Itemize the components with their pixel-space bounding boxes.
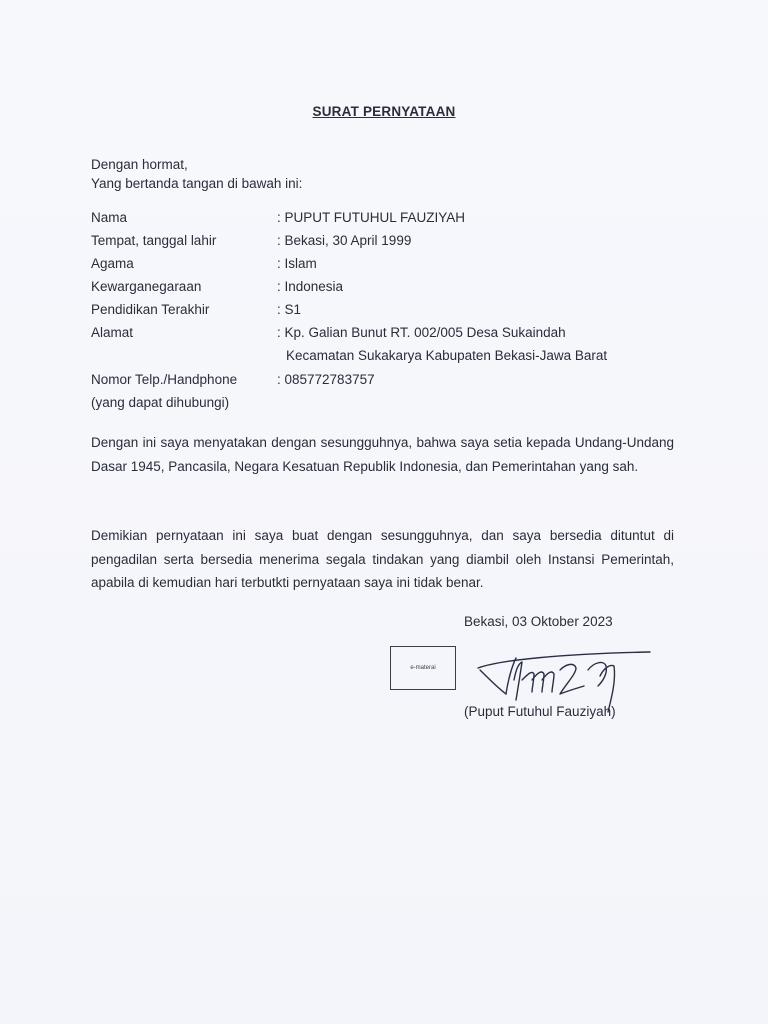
- field-label-alamat: Alamat: [91, 325, 134, 340]
- field-value-alamat: : Kp. Galian Bunut RT. 002/005 Desa Sukaindah: [277, 325, 566, 340]
- greeting-text: Dengan hormat,: [91, 157, 188, 172]
- field-value-agama: : Islam: [277, 256, 317, 271]
- field-label-ttl: Tempat, tanggal lahir: [91, 233, 217, 248]
- e-materai-label: e-materai: [410, 665, 436, 671]
- field-label-pendidikan: Pendidikan Terakhir: [91, 302, 210, 317]
- field-label-nama: Nama: [91, 210, 128, 225]
- e-materai-box: [390, 646, 456, 690]
- field-value-ttl: : Bekasi, 30 April 1999: [277, 233, 412, 248]
- place-date: Bekasi, 03 Oktober 2023: [464, 614, 613, 629]
- field-label-agama: Agama: [91, 256, 134, 271]
- field-label-telp: Nomor Telp./Handphone: [91, 372, 238, 387]
- field-value-nama: : PUPUT FUTUHUL FAUZIYAH: [277, 210, 466, 225]
- field-label-kewarganegaraan: Kewarganegaraan: [91, 279, 202, 294]
- field-label-telp-note: (yang dapat dihubungi): [91, 395, 230, 410]
- field-value-pendidikan: : S1: [277, 302, 302, 317]
- signer-name: (Puput Futuhul Fauziyah): [464, 704, 616, 719]
- document-title: SURAT PERNYATAAN: [312, 104, 456, 119]
- closing-paragraph: Demikian pernyataan ini saya buat dengan sesungguhnya, dan saya bersedia dituntut di pengadilan serta bersedia menerima segala tindakan yang diambil oleh Instansi Pemerintah, apabila di kemudian hari terbutkti pernyataan saya ini tidak benar.: [91, 528, 674, 590]
- field-value-telp: : 085772783757: [277, 372, 375, 387]
- intro-text: Yang bertanda tangan di bawah ini:: [91, 176, 303, 191]
- field-value-alamat-line2: Kecamatan Sukakarya Kabupaten Bekasi-Jawa Barat: [286, 348, 608, 363]
- statement-paragraph: Dengan ini saya menyatakan dengan sesungguhnya, bahwa saya setia kepada Undang-Undang Dasar 1945, Pancasila, Negara Kesatuan Republik Indonesia, dan Pemerintahan yang sah.: [91, 435, 674, 474]
- field-value-kewarganegaraan: : Indonesia: [277, 279, 344, 294]
